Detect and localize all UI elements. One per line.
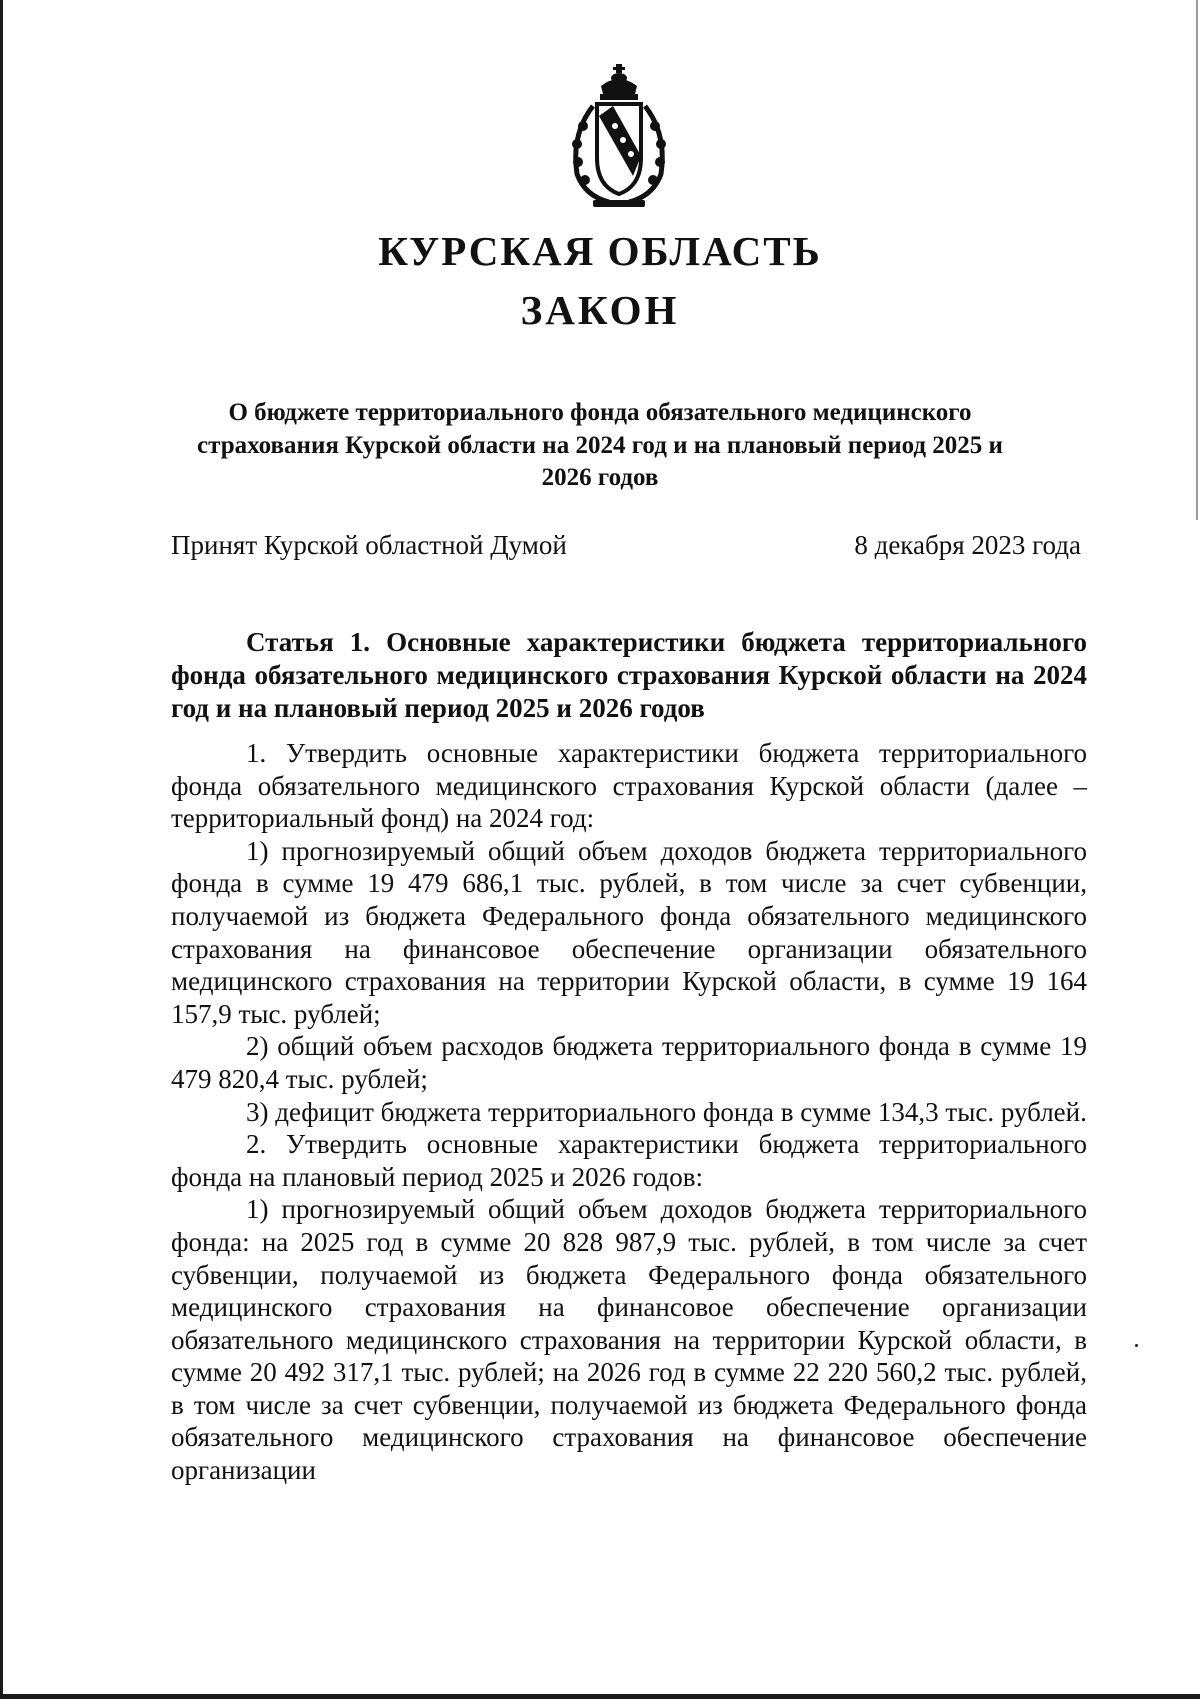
document-body bbox=[171, 626, 1087, 1487]
scan-edge-bottom bbox=[0, 1694, 1200, 1699]
paragraph: 1) прогнозируемый общий объем доходов бюджета территориального фонда в сумме 19 479 686,1 тыс. рублей, в том числе за счет субвенции, получаемой из бюджета Федерального фонда обязательного медицинского страхования на финансовое обеспечение организации обязательного медицинского страхования на территории Курской области, в сумме 19 164 157,9 тыс. рублей; bbox=[171, 835, 1087, 1029]
region-title: КУРСКАЯ ОБЛАСТЬ bbox=[378, 228, 822, 274]
adoption-line bbox=[171, 528, 1081, 562]
paragraph: 2) общий объем расходов бюджета территориального фонда в сумме 19 479 820,4 тыс. рублей; bbox=[171, 1031, 1087, 1094]
law-subject-title: О бюджете территориального фонда обязательного медицинского страхования Курской области на 2024 год и на плановый период 2025 и 2026 годов bbox=[197, 399, 1003, 491]
adopted-by: Принят Курской областной Думой bbox=[171, 530, 567, 560]
document-type-title: ЗАКОН bbox=[520, 287, 680, 333]
paragraph: 1. Утвердить основные характеристики бюджета территориального фонда обязательного медицинского страхования Курской области (далее – территориальный фонд) на 2024 год: bbox=[171, 738, 1087, 834]
coat-of-arms-icon bbox=[563, 64, 675, 210]
paragraph: 3) дефицит бюджета территориального фонда в сумме 134,3 тыс. рублей. bbox=[246, 1096, 1087, 1127]
adoption-date: 8 декабря 2023 года bbox=[854, 530, 1081, 560]
paragraph: 1) прогнозируемый общий объем доходов бюджета территориального фонда: на 2025 год в сумме 20 828 987,9 тыс. рублей, в том числе за счет субвенции, получаемой из бюджета Федерального фонда обязательного медицинского страхования на финансовое обеспечение организации обязательного медицинского страхования на территории Курской области, в сумме 20 492 317,1 тыс. рублей; на 2026 год в сумме 22 220 560,2 тыс. рублей, в том числе за счет субвенции, получаемой из бюджета Федерального фонда обязательного медицинского страхования на финансовое обеспечение организации bbox=[171, 1194, 1087, 1486]
paragraph: 2. Утвердить основные характеристики бюджета территориального фонда на плановый период 2025 и 2026 годов: bbox=[171, 1129, 1087, 1192]
article-heading: Статья 1. Основные характеристики бюджета территориального фонда обязательного медицинского страхования Курской области на 2024 год и на плановый период 2025 и 2026 годов bbox=[171, 627, 1087, 723]
scan-speck bbox=[1135, 1344, 1138, 1347]
